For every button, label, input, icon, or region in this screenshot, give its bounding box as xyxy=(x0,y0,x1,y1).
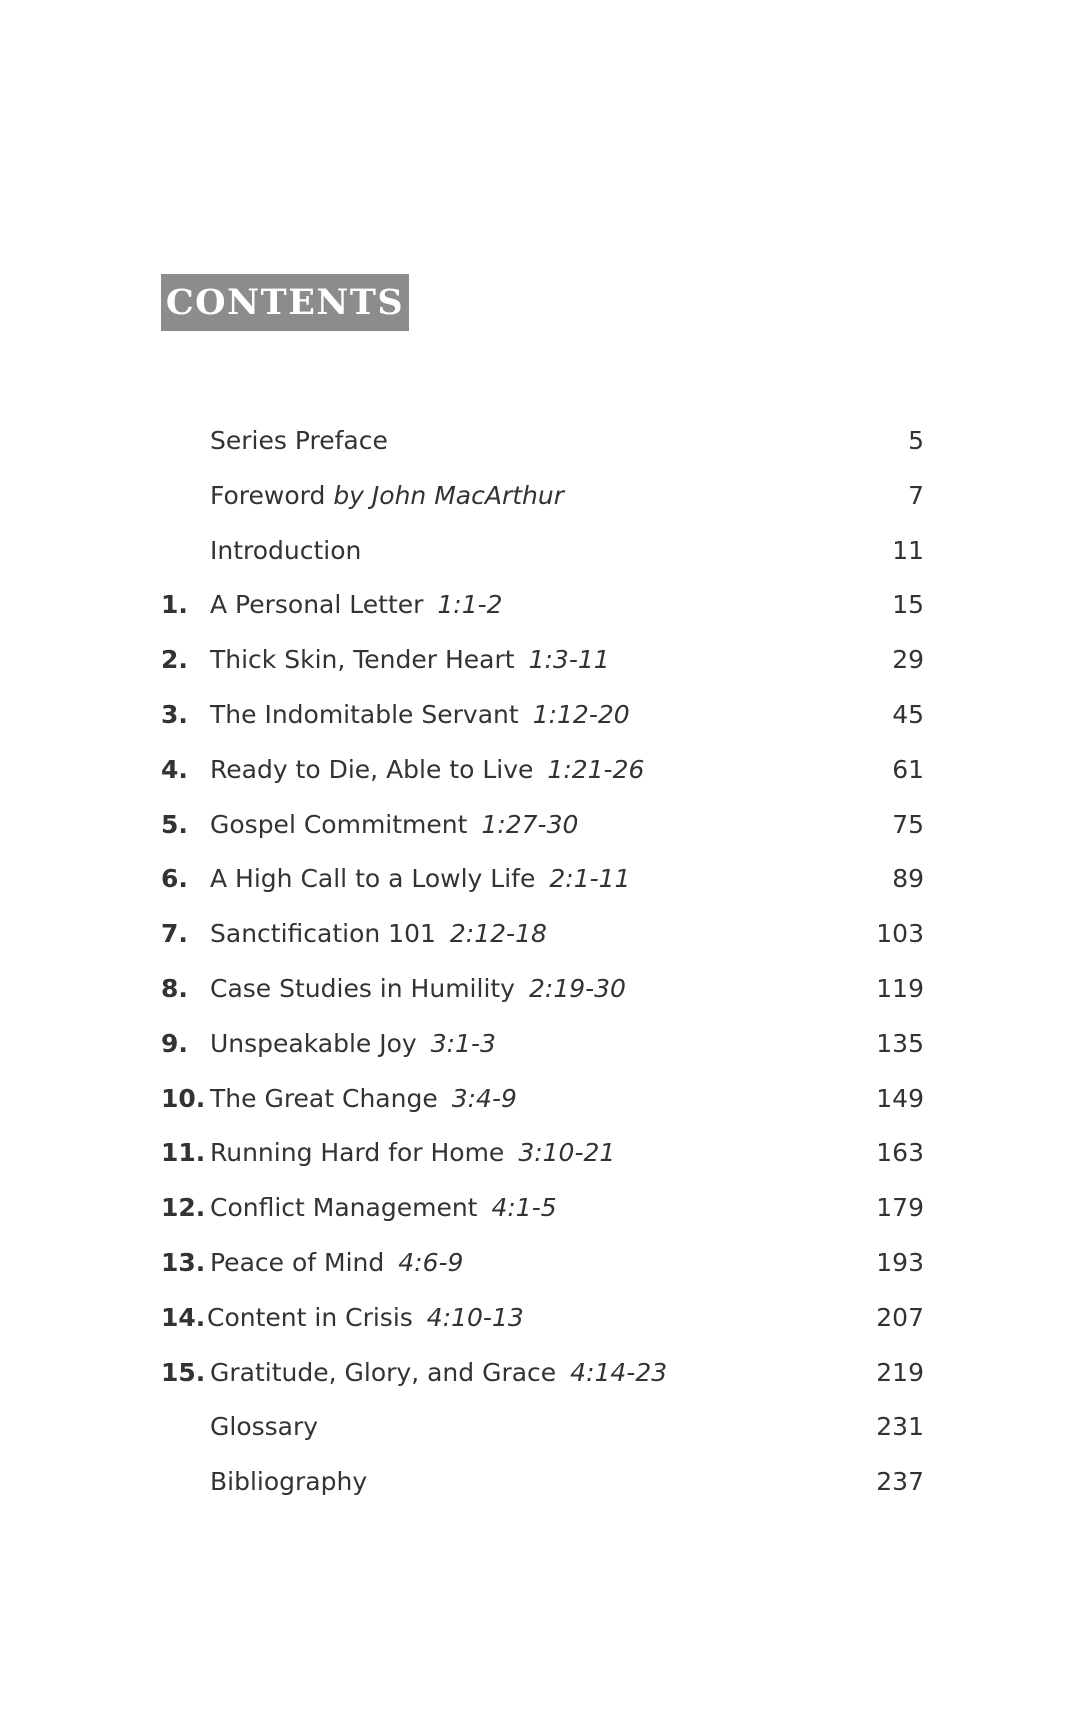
toc-entry-title: The Great Change xyxy=(210,1083,438,1113)
toc-entry-title-wrap xyxy=(210,852,630,907)
toc-entry-scripture-ref: 4:10-13 xyxy=(426,1302,524,1332)
toc-entry-page: 15 xyxy=(892,590,924,620)
toc-entry-scripture-ref: 4:6-9 xyxy=(398,1247,464,1277)
toc-entry-title: Running Hard for Home xyxy=(210,1138,505,1168)
toc-entry[interactable] xyxy=(161,1400,924,1455)
toc-entry-title-wrap xyxy=(210,1126,615,1181)
toc-entry-number: 13. xyxy=(161,1247,206,1277)
toc-entry-title-wrap xyxy=(210,743,644,798)
contents-heading: CONTENTS xyxy=(165,282,405,323)
toc-entry-page: 135 xyxy=(876,1028,924,1058)
toc-entry-number: 6. xyxy=(161,864,188,894)
toc-entry-title: Case Studies in Humility xyxy=(210,973,515,1003)
toc-entry-page: 61 xyxy=(892,754,924,784)
toc-entry-title: Glossary xyxy=(210,1412,319,1442)
toc-entry-scripture-ref: 2:19-30 xyxy=(528,973,626,1003)
toc-entry[interactable] xyxy=(161,1017,924,1072)
toc-entry-scripture-ref: 4:14-23 xyxy=(570,1357,668,1387)
toc-entry[interactable] xyxy=(161,907,924,962)
toc-entry-number: 12. xyxy=(161,1193,206,1223)
toc-entry-title-wrap xyxy=(210,1400,318,1455)
toc-entry-page: 45 xyxy=(892,699,924,729)
toc-entry-title-wrap xyxy=(210,469,564,524)
toc-entry-page: 7 xyxy=(908,480,924,510)
toc-entry[interactable] xyxy=(161,1455,924,1510)
toc-entry-title-wrap xyxy=(210,524,361,579)
toc-entry-page: 103 xyxy=(876,919,924,949)
toc-entry-title: Introduction xyxy=(210,535,362,565)
toc-entry-number: 5. xyxy=(161,809,188,839)
toc-entry-title-wrap xyxy=(210,414,388,469)
toc-entry-scripture-ref: 2:1-11 xyxy=(549,864,631,894)
toc-entry-title: A Personal Letter xyxy=(210,590,424,620)
toc-entry-title: Conflict Management xyxy=(210,1193,478,1223)
toc-entry-title-wrap xyxy=(210,1455,367,1510)
toc-entry-title-wrap xyxy=(210,688,630,743)
toc-entry[interactable] xyxy=(161,743,924,798)
toc-entry[interactable] xyxy=(161,469,924,524)
toc-entry-number: 15. xyxy=(161,1357,206,1387)
toc-entry-number: 10. xyxy=(161,1083,206,1113)
toc-entry[interactable] xyxy=(161,1072,924,1127)
toc-entry-scripture-ref: 3:1-3 xyxy=(430,1028,496,1058)
toc-entry[interactable] xyxy=(161,1346,924,1401)
toc-entry-title: A High Call to a Lowly Life xyxy=(210,864,536,894)
toc-entry-page: 179 xyxy=(876,1193,924,1223)
toc-entry-title: Bibliography xyxy=(210,1467,368,1497)
toc-entry-number: 1. xyxy=(161,590,188,620)
toc-entry-scripture-ref: 4:1-5 xyxy=(491,1193,557,1223)
toc-entry[interactable] xyxy=(161,414,924,469)
toc-entry[interactable] xyxy=(161,962,924,1017)
toc-entry[interactable] xyxy=(161,1126,924,1181)
toc-entry-page: 89 xyxy=(892,864,924,894)
toc-entry-scripture-ref: 1:21-26 xyxy=(547,754,645,784)
toc-entry-number: 4. xyxy=(161,754,188,784)
toc-entry-number: 14. xyxy=(161,1302,206,1332)
toc-entry-byline: by John MacArthur xyxy=(333,480,565,510)
toc-entry-number: 11. xyxy=(161,1138,206,1168)
toc-entry-page: 237 xyxy=(876,1467,924,1497)
toc-entry-title-wrap xyxy=(210,1017,496,1072)
toc-entry[interactable] xyxy=(161,852,924,907)
toc-entry-title-wrap xyxy=(210,962,626,1017)
contents-heading-box xyxy=(161,274,409,331)
toc-entry-page: 119 xyxy=(876,973,924,1003)
toc-entry-title-wrap xyxy=(207,1291,524,1346)
toc-entry-number: 8. xyxy=(161,973,188,1003)
toc-entry-title: Series Preface xyxy=(210,426,388,455)
toc-entry-title: Ready to Die, Able to Live xyxy=(210,754,534,784)
toc-entry-scripture-ref: 1:12-20 xyxy=(532,699,630,729)
toc-entry-page: 29 xyxy=(892,645,924,675)
toc-entry-page: 163 xyxy=(876,1138,924,1168)
toc-entry-scripture-ref: 3:10-21 xyxy=(518,1138,616,1168)
toc-entry-title: Unspeakable Joy xyxy=(210,1028,417,1058)
toc-entry-title: Content in Crisis xyxy=(207,1302,413,1332)
table-of-contents xyxy=(161,414,924,1510)
toc-entry[interactable] xyxy=(161,688,924,743)
toc-entry-scripture-ref: 1:1-2 xyxy=(437,590,503,620)
toc-entry-title: Peace of Mind xyxy=(210,1247,385,1277)
toc-entry[interactable] xyxy=(161,798,924,853)
toc-entry-scripture-ref: 1:27-30 xyxy=(481,809,579,839)
toc-entry-scripture-ref: 3:4-9 xyxy=(451,1083,517,1113)
toc-entry-scripture-ref: 1:3-11 xyxy=(528,645,610,675)
toc-entry[interactable] xyxy=(161,524,924,579)
toc-entry-title-wrap xyxy=(210,1236,463,1291)
toc-entry-title-wrap xyxy=(210,798,578,853)
toc-entry-title: Foreword xyxy=(210,480,326,510)
toc-entry-title-wrap xyxy=(210,1072,517,1127)
toc-entry-title: Thick Skin, Tender Heart xyxy=(210,645,515,675)
toc-entry[interactable] xyxy=(161,633,924,688)
toc-entry[interactable] xyxy=(161,1236,924,1291)
toc-entry-scripture-ref: 2:12-18 xyxy=(449,919,547,949)
toc-entry-title-wrap xyxy=(210,907,547,962)
toc-entry-page: 11 xyxy=(892,535,924,565)
toc-entry-number: 7. xyxy=(161,919,188,949)
toc-entry-page: 75 xyxy=(892,809,924,839)
toc-entry-page: 193 xyxy=(876,1247,924,1277)
toc-entry-page: 5 xyxy=(908,426,924,455)
toc-entry-title: The Indomitable Servant xyxy=(210,699,519,729)
toc-entry-number: 2. xyxy=(161,645,188,675)
toc-entry-page: 149 xyxy=(876,1083,924,1113)
toc-entry[interactable] xyxy=(161,578,924,633)
toc-entry-title-wrap xyxy=(210,1346,667,1401)
toc-entry-number: 9. xyxy=(161,1028,188,1058)
toc-entry-title-wrap xyxy=(210,633,610,688)
toc-entry-number: 3. xyxy=(161,699,188,729)
toc-entry-title: Gospel Commitment xyxy=(210,809,468,839)
toc-entry-page: 207 xyxy=(876,1302,924,1332)
toc-entry[interactable] xyxy=(161,1291,924,1346)
toc-entry[interactable] xyxy=(161,1181,924,1236)
toc-entry-title: Sanctification 101 xyxy=(210,919,436,949)
toc-entry-page: 231 xyxy=(876,1412,924,1442)
toc-entry-title-wrap xyxy=(210,1181,557,1236)
toc-entry-title: Gratitude, Glory, and Grace xyxy=(210,1357,557,1387)
toc-entry-title-wrap xyxy=(210,578,503,633)
toc-entry-page: 219 xyxy=(876,1357,924,1387)
